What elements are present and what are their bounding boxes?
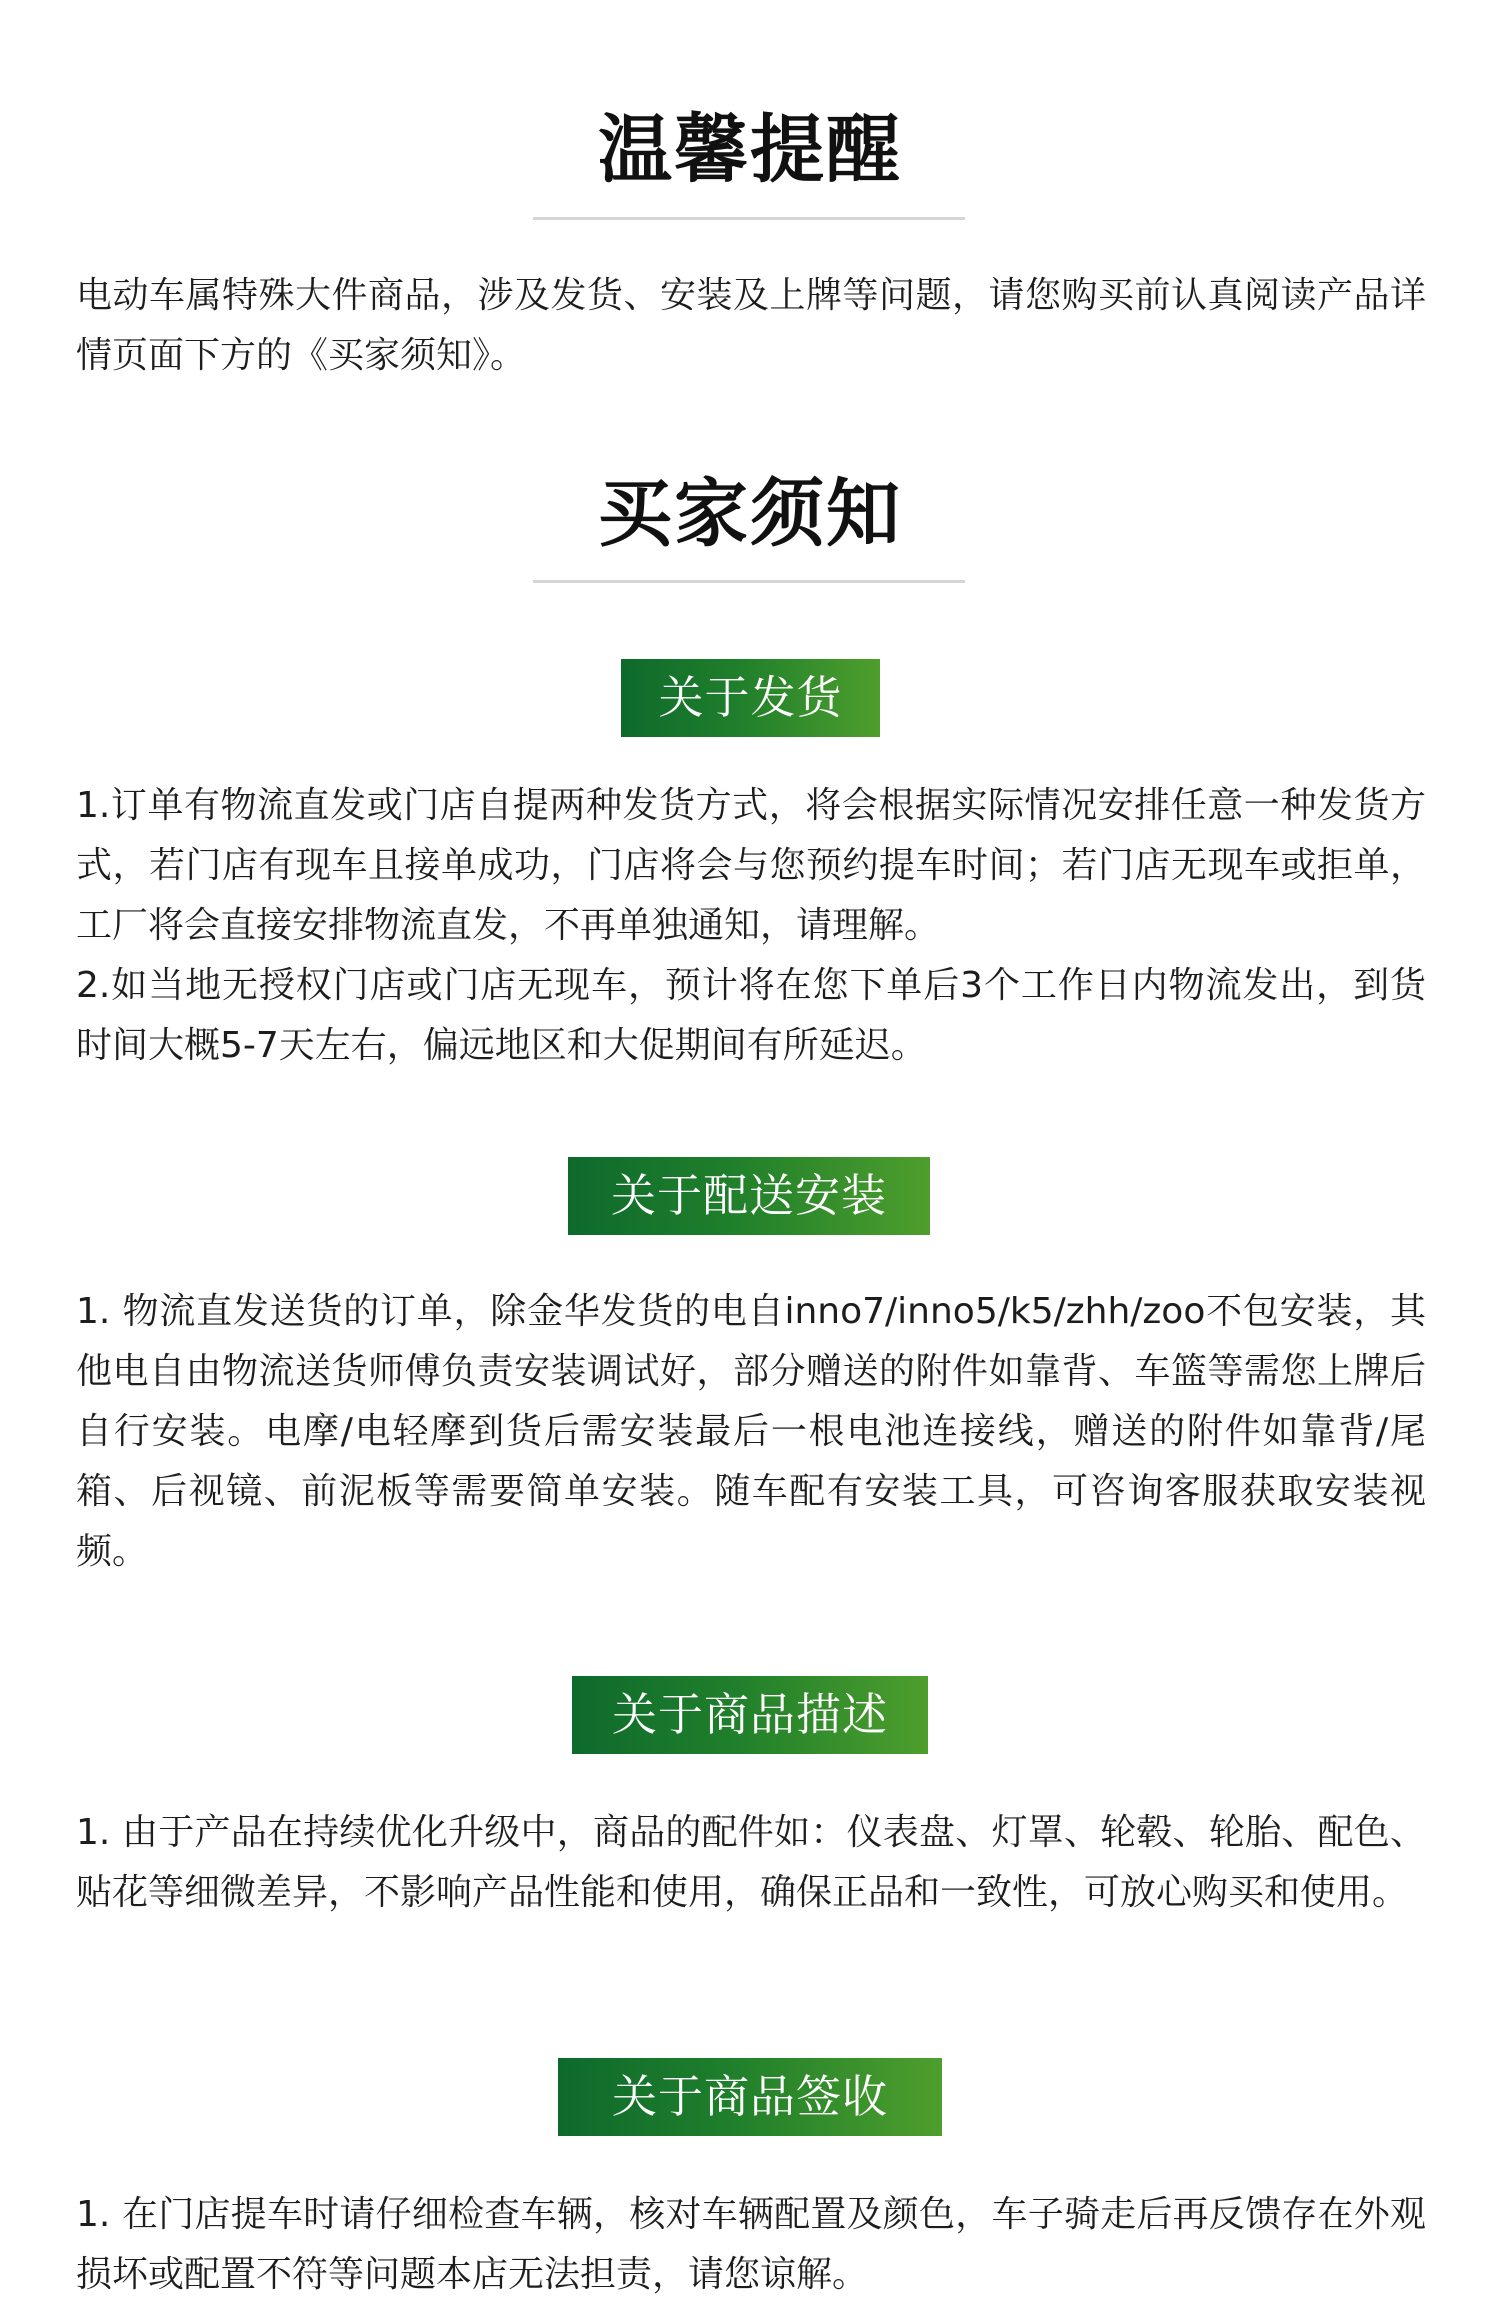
reminder-title-divider <box>533 217 965 220</box>
delivery-installation-paragraph-1: 1. 物流直发送货的订单，除金华发货的电自inno7/inno5/k5/zhh/zoo不包安装，其他电自由物流送货师傅负责安装调试好，部分赠送的附件如靠背、车篮等需您上牌后自行安装。电摩/电轻摩到货后需安装最后一根电池连接线，赠送的附件如靠背/尾箱、后视镜、前泥板等需要简单安装。随车配有安装工具，可咨询客服获取安装视频。 <box>76 1291 1426 1572</box>
shipping-paragraph-1: 1.订单有物流直发或门店自提两种发货方式，将会根据实际情况安排任意一种发货方式，若门店有现车且接单成功，门店将会与您预约提车时间；若门店无现车或拒单，工厂将会直接安排物流直发，不再单独通知，请理解。 <box>76 785 1426 946</box>
section-badge-product-receipt: 关于商品签收 <box>558 2058 942 2136</box>
section-badge-shipping: 关于发货 <box>621 659 880 737</box>
shipping-paragraph-2: 2.如当地无授权门店或门店无现车，预计将在您下单后3个工作日内物流发出，到货时间大概5-7天左右，偏远地区和大促期间有所延迟。 <box>76 965 1426 1066</box>
product-receipt-paragraph-1: 1. 在门店提车时请仔细检查车辆，核对车辆配置及颜色，车子骑走后再反馈存在外观损坏或配置不符等问题本店无法担责，请您谅解。 <box>76 2194 1426 2295</box>
section-body-delivery-installation <box>76 1282 1426 1582</box>
section-badge-product-description: 关于商品描述 <box>572 1676 928 1754</box>
reminder-title: 温馨提醒 <box>598 107 902 193</box>
product-description-paragraph-1: 1. 由于产品在持续优化升级中，商品的配件如：仪表盘、灯罩、轮毂、轮胎、配色、贴花等细微差异，不影响产品性能和使用，确保正品和一致性，可放心购买和使用。 <box>76 1812 1426 1913</box>
reminder-text: 电动车属特殊大件商品，涉及发货、安装及上牌等问题，请您购买前认真阅读产品详情页面下方的《买家须知》。 <box>76 275 1426 376</box>
section-body-product-description <box>76 1803 1426 1923</box>
section-body-shipping <box>76 776 1426 1076</box>
section-body-product-receipt <box>76 2185 1426 2305</box>
notice-title: 买家须知 <box>598 471 902 557</box>
section-badge-delivery-installation: 关于配送安装 <box>568 1157 930 1235</box>
notice-title-divider <box>533 580 965 583</box>
